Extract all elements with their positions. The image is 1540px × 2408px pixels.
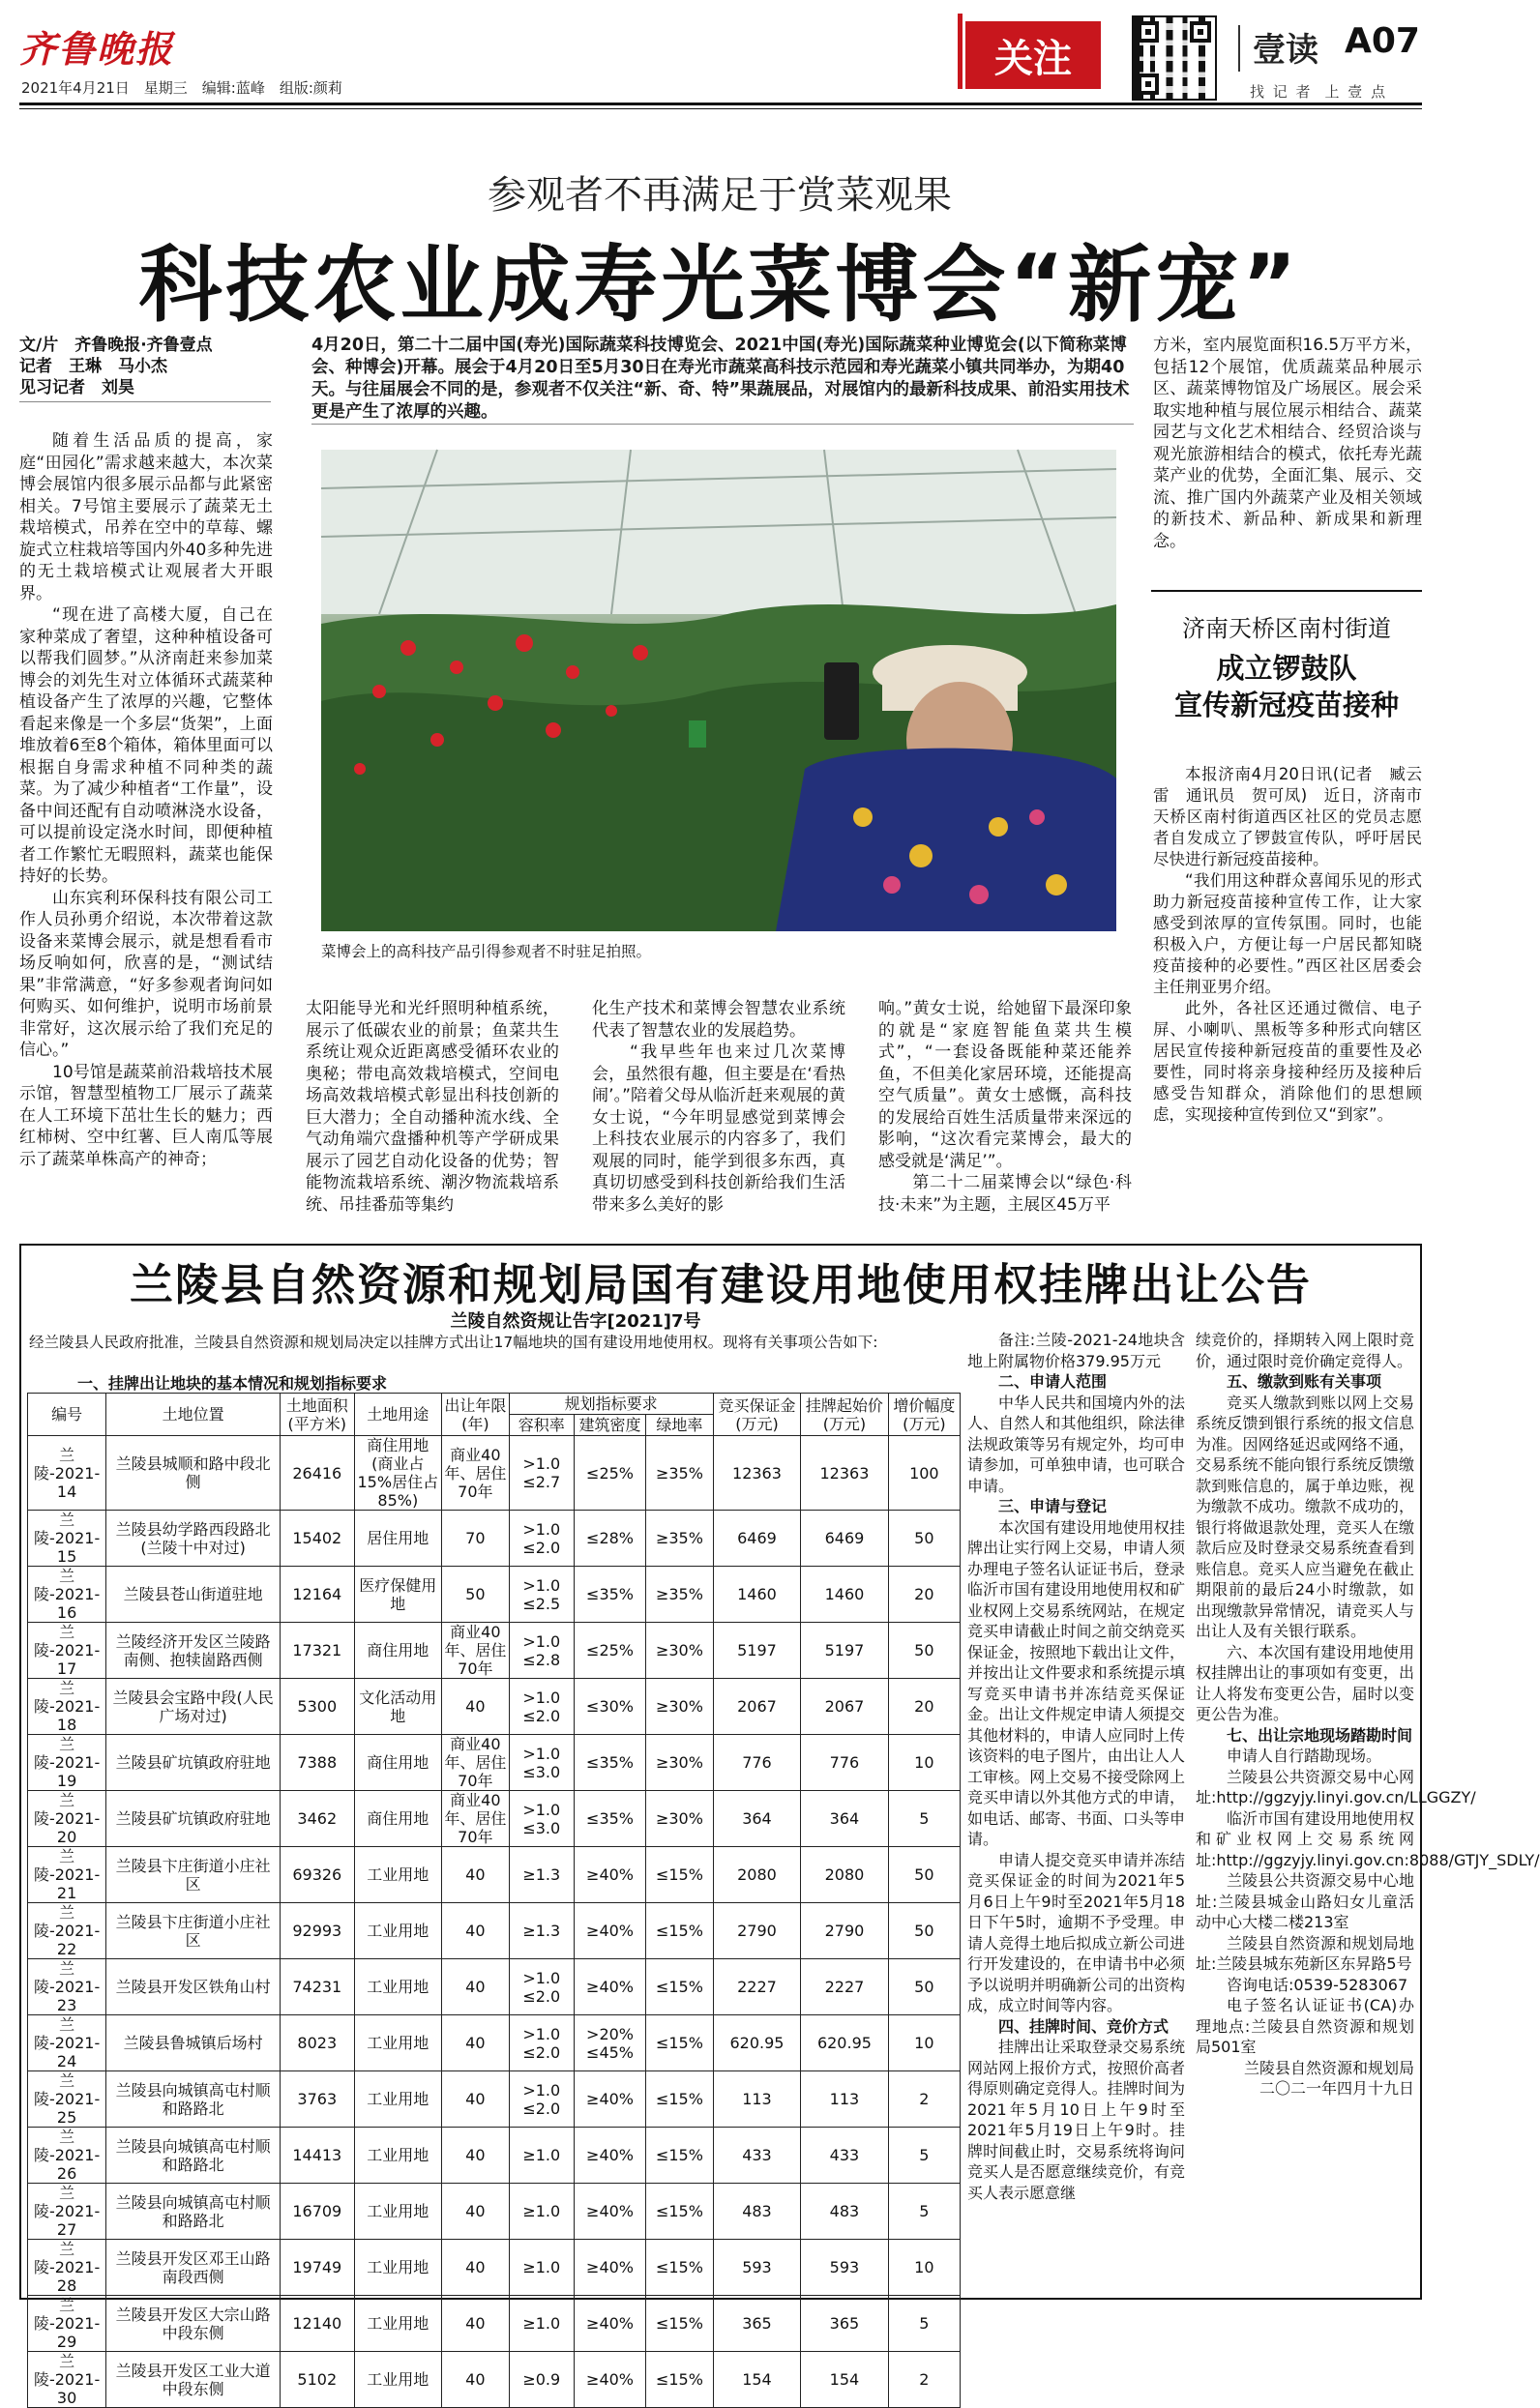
table-cell: ≥30% — [646, 1791, 714, 1847]
table-cell: 工业用地 — [354, 2071, 441, 2128]
land-table-body — [28, 1436, 961, 2408]
table-cell: ≤25% — [574, 1436, 645, 1511]
table-cell: ≤30% — [574, 1679, 645, 1735]
table-cell: 20 — [888, 1567, 960, 1623]
table-cell: 商住用地(商业占15%居住占85%) — [354, 1436, 441, 1511]
table-row — [28, 2128, 961, 2184]
paragraph: 本次国有建设用地使用权挂牌出让实行网上交易，申请人须办理电子签名认证证书后，登录临沂市国有建设用地使用权和矿业权网上交易系统网站，在规定竞买申请截止时间之前交纳竞买保证金，按照地下载出让文件，并按出让文件要求和系统提示填写竞买申请书并冻结竞买保证金。出让文件规定申请人须提交其他材料的，申请人应同时上传该资料的电子图片，由出让人人工审核。网上交易不接受除网上竞买申请以外其他方式的申请，如电话、邮寄、书面、口头等申请。 — [967, 1517, 1185, 1848]
paragraph: 电子签名认证证书(CA)办理地点:兰陵县自然资源和规划局501室 — [1196, 1996, 1414, 2056]
masthead-rule — [19, 103, 1422, 105]
article-column-4: 响。”黄女士说，给她留下最深印象的就是“家庭智能鱼菜共生模式”，“一套设备既能种菜还能养鱼，不但美化家居环境，还能提高空气质量”。黄女士感慨，高科技的发展给百姓生活质量带来深远的影响，“这次看完菜博会，最大的感受就是‘满足’”。 第二十二届菜博会以“绿色·科技·未来”为主题，主展区45万平 — [878, 999, 1132, 1215]
table-cell: 工业用地 — [354, 2240, 441, 2296]
table-cell: >1.0 ≤2.0 — [509, 1959, 574, 2015]
table-cell: 50 — [442, 1567, 510, 1623]
table-header: 出让年限(年) — [442, 1394, 510, 1436]
table-cell: 50 — [888, 1511, 960, 1567]
table-cell: 商住用地 — [354, 1623, 441, 1679]
table-cell: ≤25% — [574, 1623, 645, 1679]
table-cell: 5300 — [281, 1679, 355, 1735]
table-cell: 5 — [888, 2296, 960, 2352]
table-cell: 3462 — [281, 1791, 355, 1847]
table-cell: 113 — [801, 2071, 888, 2128]
table-cell: 593 — [801, 2240, 888, 2296]
table-cell: 40 — [442, 2352, 510, 2408]
section-accent-bar — [958, 14, 962, 89]
table-cell: 商住用地 — [354, 1791, 441, 1847]
table-cell: 商业40年、居住70年 — [442, 1735, 510, 1791]
table-cell: 2 — [888, 2071, 960, 2128]
paragraph: 申请人自行踏勘现场。 — [1227, 1747, 1382, 1765]
table-cell: 2790 — [801, 1903, 888, 1959]
byline-line: 记者 王琳 马小杰 — [19, 357, 167, 376]
table-cell: 483 — [801, 2184, 888, 2240]
table-row — [28, 2071, 961, 2128]
newspaper-logo: 齐鲁晚报 — [19, 27, 175, 71]
table-cell: 50 — [888, 1847, 960, 1903]
byline-line: 见习记者 刘昊 — [19, 378, 134, 397]
table-cell: 2080 — [713, 1847, 800, 1903]
paragraph: 挂牌出让采取登录交易系统网站网上报价方式，按照价高者得原则确定竞得人。挂牌时间为2021年5月10日上午9时至2021年5月19日上午9时。挂牌时间截止时，交易系统将询问竞买人是否愿意继续竞价，有竞买人表示愿意继 — [967, 2038, 1185, 2202]
table-cell: >1.0 ≤2.5 — [509, 1567, 574, 1623]
table-header: 增价幅度(万元) — [888, 1394, 960, 1436]
table-cell: 69326 — [281, 1847, 355, 1903]
table-row — [28, 2352, 961, 2408]
paragraph: 兰陵县公共资源交易中心网址:http://ggzyjy.linyi.gov.cn/LLGGZY/ — [1196, 1767, 1476, 1806]
paragraph: 临沂市国有建设用地使用权和矿业权网上交易系统网址:http://ggzyjy.linyi.gov.cn:8088/GTJY_SDLY/ — [1196, 1808, 1540, 1869]
article-headline: 科技农业成寿光菜博会“新宠” — [138, 237, 1301, 334]
contact-line: 找 记 者 上 壹 点 — [1250, 83, 1386, 101]
lead-rule — [311, 424, 1134, 425]
table-row — [28, 2184, 961, 2240]
table-cell: ≥35% — [646, 1436, 714, 1511]
table-cell: ≤15% — [646, 1847, 714, 1903]
table-cell: 兰陵-2021-15 — [28, 1511, 106, 1567]
sidebar-rule — [1151, 590, 1422, 592]
table-cell: 兰陵-2021-25 — [28, 2071, 106, 2128]
table-cell-location: 兰陵经济开发区兰陵路南侧、抱犊崮路西侧 — [106, 1623, 281, 1679]
table-cell: 兰陵-2021-14 — [28, 1436, 106, 1511]
table-cell: 26416 — [281, 1436, 355, 1511]
table-row — [28, 1903, 961, 1959]
table-cell: 2080 — [801, 1847, 888, 1903]
table-cell-location: 兰陵县开发区铁角山村 — [106, 1959, 281, 2015]
issue-meta: 2021年4月21日 星期三 编辑:蓝峰 组版:颜莉 — [21, 79, 342, 97]
table-cell: ≥30% — [646, 1623, 714, 1679]
table-cell: 40 — [442, 1847, 510, 1903]
paragraph: “现在进了高楼大厦，自己在家种菜成了奢望，这种种植设备可以帮我们圆梦。”从济南赶来参加菜博会的刘先生对立体循环式蔬菜种植设备产生了浓厚的兴趣，它整体看起来像是一个多层“货架”，上面堆放着6至8个箱体，箱体里面可以根据自身需求种植不同种类的蔬菜。为了减少种植者“工作量”，设备中间还配有自动喷淋浇水设备，可以提前设定浇水时间，即便种植者工作繁忙无暇照料，蔬菜也能保持好的长势。 — [19, 605, 273, 886]
paragraph: 续竞价的，择期转入网上限时竞价，通过限时竞价确定竞得人。 — [1196, 1331, 1414, 1370]
table-row — [28, 1791, 961, 1847]
photo-illustration — [321, 450, 1116, 931]
notice-signature: 兰陵县自然资源和规划局 — [1243, 2058, 1414, 2077]
table-cell: 2790 — [713, 1903, 800, 1959]
table-cell: 40 — [442, 2296, 510, 2352]
paragraph: 此外，各社区还通过微信、电子屏、小喇叭、黑板等多种形式向辖区居民宣传接种新冠疫苗的重要性及必要性，同时将亲身接种经历及接种后感受告知群众，消除他们的思想顾虑，实现接种宣传到位又“到家”。 — [1153, 999, 1422, 1124]
table-cell: ≤15% — [646, 1959, 714, 2015]
land-parcel-table — [27, 1393, 961, 2408]
table-cell: >1.0 ≤3.0 — [509, 1791, 574, 1847]
table-cell: 兰陵-2021-19 — [28, 1735, 106, 1791]
table-row — [28, 1567, 961, 1623]
table-cell: 17321 — [281, 1623, 355, 1679]
table-cell: 工业用地 — [354, 1903, 441, 1959]
table-cell: 113 — [713, 2071, 800, 2128]
table-cell: 620.95 — [713, 2015, 800, 2071]
table-cell-location: 兰陵县向城镇高屯村顺和路路北 — [106, 2071, 281, 2128]
table-cell: 50 — [888, 1623, 960, 1679]
sidebar-title-line: 宣传新冠疫苗接种 — [1173, 689, 1399, 721]
table-cell: 居住用地 — [354, 1511, 441, 1567]
table-cell: 12164 — [281, 1567, 355, 1623]
table-cell: 2067 — [801, 1679, 888, 1735]
article-column-1 — [19, 430, 273, 1170]
table-cell: ≥40% — [574, 2128, 645, 2184]
notice-column-2 — [1196, 1330, 1540, 2100]
table-cell: >1.0 ≤2.7 — [509, 1436, 574, 1511]
table-cell-location: 兰陵县矿坑镇政府驻地 — [106, 1791, 281, 1847]
notice-title: 兰陵县自然资源和规划局国有建设用地使用权挂牌出让公告 — [129, 1259, 1312, 1310]
byline-line: 文/片 齐鲁晚报·齐鲁壹点 — [19, 336, 213, 355]
table-cell: 6469 — [801, 1511, 888, 1567]
table-cell: 365 — [801, 2296, 888, 2352]
masthead-divider — [1238, 25, 1240, 72]
table-cell: ≥40% — [574, 2071, 645, 2128]
article-subhead: 参观者不再满足于赏菜观果 — [488, 173, 952, 218]
table-cell-location: 兰陵县矿坑镇政府驻地 — [106, 1735, 281, 1791]
table-cell-location: 兰陵县会宝路中段(人民广场对过) — [106, 1679, 281, 1735]
table-cell: 483 — [713, 2184, 800, 2240]
table-cell: ≥1.0 — [509, 2240, 574, 2296]
table-cell: 5197 — [801, 1623, 888, 1679]
table-cell: 工业用地 — [354, 1959, 441, 2015]
table-cell: 12363 — [801, 1436, 888, 1511]
table-cell-location: 兰陵县城顺和路中段北侧 — [106, 1436, 281, 1511]
table-cell: 776 — [713, 1735, 800, 1791]
table-cell: 兰陵-2021-18 — [28, 1679, 106, 1735]
table-cell: 100 — [888, 1436, 960, 1511]
table-cell: 工业用地 — [354, 2352, 441, 2408]
paragraph: 备注:兰陵-2021-24地块含地上附属物价格379.95万元 — [967, 1331, 1185, 1370]
table-header: 土地用途 — [354, 1394, 441, 1436]
table-cell: 12363 — [713, 1436, 800, 1511]
paragraph: 兰陵县公共资源交易中心地址:兰陵县城金山路妇女儿童活动中心大楼二楼213室 — [1196, 1871, 1414, 1931]
table-cell: 2227 — [713, 1959, 800, 2015]
table-cell: 文化活动用地 — [354, 1679, 441, 1735]
table-cell: 92993 — [281, 1903, 355, 1959]
table-cell: ≥1.3 — [509, 1903, 574, 1959]
table-cell: 兰陵-2021-29 — [28, 2296, 106, 2352]
table-cell: 620.95 — [801, 2015, 888, 2071]
table-cell: ≥40% — [574, 2240, 645, 2296]
table-cell: ≥40% — [574, 2296, 645, 2352]
table-cell: 365 — [713, 2296, 800, 2352]
article-lead-continuation: 方米，室内展览面积16.5万平方米，包括12个展馆，优质蔬菜品种展示区、蔬菜博物馆及广场展区。展会采取实地种植与展位展示相结合、蔬菜园艺与文化艺术相结合、经贸洽谈与观光旅游相结合的模式，依托寿光蔬菜产业的优势，全面汇集、展示、交流、推广国内外蔬菜产业及相关领域的新技术、新品种、新成果和新理念。 — [1153, 336, 1422, 551]
table-row — [28, 1847, 961, 1903]
table-cell: 50 — [888, 1903, 960, 1959]
table-cell: 433 — [801, 2128, 888, 2184]
table-cell: ≥35% — [646, 1567, 714, 1623]
byline — [19, 335, 213, 398]
paragraph: 六、本次国有建设用地使用权挂牌出让的事项如有变更，出让人将发布变更公告，届时以变更公告为准。 — [1196, 1642, 1414, 1723]
table-cell: 兰陵-2021-22 — [28, 1903, 106, 1959]
table-cell: 兰陵-2021-17 — [28, 1623, 106, 1679]
table-cell: 兰陵-2021-26 — [28, 2128, 106, 2184]
table-cell: 5 — [888, 2128, 960, 2184]
paragraph: 本报济南4月20日讯(记者 臧云雷 通讯员 贺可凤) 近日，济南市天桥区南村街道西区社区的党员志愿者自发成立了锣鼓宣传队，呼吁居民尽快进行新冠疫苗接种。 — [1153, 765, 1422, 868]
notice-subheading: 七、出让宗地现场踏勘时间 — [1227, 1725, 1413, 1745]
notice-intro: 经兰陵县人民政府批准，兰陵县自然资源和规划局决定以挂牌方式出让17幅地块的国有建设用地使用权。现将有关事项公告如下: — [29, 1334, 878, 1351]
table-cell-location: 兰陵县向城镇高屯村顺和路路北 — [106, 2128, 281, 2184]
byline-rule — [19, 401, 271, 402]
table-cell: ≥40% — [574, 2184, 645, 2240]
table-row — [28, 1959, 961, 2015]
paragraph: 随着生活品质的提高，家庭“田园化”需求越来越大，本次菜博会展馆内很多展示品都与此紧密相关。7号馆主要展示了蔬菜无土栽培模式，吊养在空中的草莓、螺旋式立柱栽培等国内外40多种先进的无土栽培模式让观展者大开眼界。 — [19, 431, 273, 603]
table-cell: 兰陵-2021-20 — [28, 1791, 106, 1847]
table-cell: 20 — [888, 1679, 960, 1735]
table-cell: 工业用地 — [354, 2015, 441, 2071]
table-cell: 14413 — [281, 2128, 355, 2184]
table-header: 规划指标要求 — [509, 1394, 713, 1415]
table-cell: 40 — [442, 2071, 510, 2128]
table-row — [28, 2015, 961, 2071]
paragraph: 兰陵县自然资源和规划局地址:兰陵县城东苑新区东昇路5号 — [1196, 1933, 1414, 1973]
table-cell: 工业用地 — [354, 2184, 441, 2240]
table-cell: ≥40% — [574, 1847, 645, 1903]
table-cell: ≥30% — [646, 1735, 714, 1791]
table-cell: ≥40% — [574, 1903, 645, 1959]
notice-subheading: 三、申请与登记 — [998, 1497, 1108, 1515]
table-cell: 兰陵-2021-24 — [28, 2015, 106, 2071]
table-cell: ≤28% — [574, 1511, 645, 1567]
table-cell: 工业用地 — [354, 1847, 441, 1903]
sidebar-kicker: 济南天桥区南村街道 — [1182, 615, 1391, 642]
table-cell: 兰陵-2021-27 — [28, 2184, 106, 2240]
table-header: 土地面积(平方米) — [281, 1394, 355, 1436]
table-cell: 2 — [888, 2352, 960, 2408]
table-cell: 5197 — [713, 1623, 800, 1679]
page-number: A07 — [1345, 21, 1420, 61]
masthead-rule-thin — [19, 108, 1422, 109]
article-column-2: 太阳能导光和光纤照明种植系统，展示了低碳农业的前景；鱼菜共生系统让观众近距离感受循环农业的奥秘；带电高效栽培模式，空间电场高效栽培模式彰显出科技创新的巨大潜力；全自动播种流水线、全气动角端穴盘播种机等产学研成果展示了园艺自动化设备的优势；智能物流栽培系统、潮汐物流栽培系统、吊挂番茄等集约 — [306, 999, 559, 1215]
table-cell: ≥30% — [646, 1679, 714, 1735]
table-cell: ≥1.0 — [509, 2128, 574, 2184]
table-cell: 工业用地 — [354, 2296, 441, 2352]
notice-section-heading: 一、挂牌出让地块的基本情况和规划指标要求 — [77, 1374, 388, 1393]
table-cell: >1.0 ≤2.0 — [509, 2071, 574, 2128]
table-cell: ≥0.9 — [509, 2352, 574, 2408]
table-cell-location: 兰陵县向城镇高屯村顺和路路北 — [106, 2184, 281, 2240]
table-cell: 3763 — [281, 2071, 355, 2128]
table-cell: ≥40% — [574, 2352, 645, 2408]
table-cell: 2067 — [713, 1679, 800, 1735]
paragraph: 竞买人缴款到账以网上交易系统反馈到银行系统的报文信息为准。因网络延迟或网络不通，交易系统不能向银行系统反馈缴款到账信息的，属于单边账，视为缴款不成功。缴款不成功的，银行将做退款处理，竞买人在缴款后应及时登录交易系统查看到账信息。竞买人应当避免在截止期限前的最后24小时缴款，如出现缴款异常情况，请竞买人与出让人及有关银行联系。 — [1196, 1393, 1414, 1640]
table-cell: ≤15% — [646, 2352, 714, 2408]
table-cell: ≥1.0 — [509, 2296, 574, 2352]
table-cell: ≤35% — [574, 1791, 645, 1847]
paragraph: 咨询电话:0539-5283067 — [1227, 1975, 1408, 1994]
table-subheader: 绿地率 — [646, 1415, 714, 1436]
table-row — [28, 1511, 961, 1567]
qr-code-icon[interactable] — [1132, 15, 1217, 101]
table-header: 编号 — [28, 1394, 106, 1436]
table-cell: ≤15% — [646, 2184, 714, 2240]
table-cell: >1.0 ≤3.0 — [509, 1735, 574, 1791]
photo-caption: 菜博会上的高科技产品引得参观者不时驻足拍照。 — [321, 943, 652, 960]
table-cell: 医疗保健用地 — [354, 1567, 441, 1623]
notice-signature: 二〇二一年四月十九日 — [1259, 2079, 1414, 2098]
table-cell: ≥40% — [574, 1959, 645, 2015]
table-cell: >1.0 ≤2.8 — [509, 1623, 574, 1679]
table-cell: 6469 — [713, 1511, 800, 1567]
table-cell: 10 — [888, 1735, 960, 1791]
table-row — [28, 2240, 961, 2296]
table-cell: >1.0 ≤2.0 — [509, 1679, 574, 1735]
table-cell: 40 — [442, 1903, 510, 1959]
table-cell: 1460 — [713, 1567, 800, 1623]
table-cell: 16709 — [281, 2184, 355, 2240]
table-cell: 商业40年、居住70年 — [442, 1623, 510, 1679]
article-column-3: 化生产技术和菜博会智慧农业系统代表了智慧农业的发展趋势。 “我早些年也来过几次菜博会，虽然很有趣，但主要是在‘看热闹’。”陪着父母从临沂赶来观展的黄女士说，“今年明显感觉到菜博会上科技农业展示的内容多了，我们观展的同时，能学到很多东西，真真切切感受到科技创新给我们生活带来多么美好的影 — [592, 999, 845, 1215]
table-cell-location: 兰陵县卞庄街道小庄社区 — [106, 1903, 281, 1959]
table-cell: 8023 — [281, 2015, 355, 2071]
table-row — [28, 2296, 961, 2352]
sidebar-title-line: 成立锣鼓队 — [1216, 652, 1357, 685]
table-cell: 兰陵-2021-28 — [28, 2240, 106, 2296]
table-cell: 40 — [442, 2184, 510, 2240]
table-cell: 40 — [442, 2015, 510, 2071]
table-cell: ≤15% — [646, 2296, 714, 2352]
table-cell: 10 — [888, 2240, 960, 2296]
paragraph: 申请人提交竞买申请并冻结竞买保证金的时间为2021年5月6日上午9时至2021年5月18日下午5时，逾期不予受理。申请人竞得土地后拟成立新公司进行开发建设的，在申请书中必须予以说明并明确新公司的出资构成，成立时间等内容。 — [967, 1850, 1185, 2014]
section-tag: 关注 — [965, 21, 1101, 89]
table-row — [28, 1735, 961, 1791]
table-header: 土地位置 — [106, 1394, 281, 1436]
table-cell: ≤15% — [646, 2240, 714, 2296]
table-cell: 40 — [442, 1679, 510, 1735]
paragraph: 10号馆是蔬菜前沿栽培技术展示馆，智慧型植物工厂展示了蔬菜在人工环境下茁壮生长的魅力；西红柿树、空中红薯、巨人南瓜等展示了蔬菜单株高产的神奇； — [19, 1062, 273, 1169]
table-cell: ≤35% — [574, 1735, 645, 1791]
table-cell: 776 — [801, 1735, 888, 1791]
table-cell: 364 — [801, 1791, 888, 1847]
table-cell: ≤15% — [646, 1903, 714, 1959]
table-cell-location: 兰陵县苍山街道驻地 — [106, 1567, 281, 1623]
table-subheader: 建筑密度 — [574, 1415, 645, 1436]
table-cell: 50 — [888, 1959, 960, 2015]
table-cell: 364 — [713, 1791, 800, 1847]
table-cell: ≤35% — [574, 1567, 645, 1623]
table-cell: 商住用地 — [354, 1735, 441, 1791]
table-cell: 10 — [888, 2015, 960, 2071]
notice-column-1 — [967, 1330, 1185, 2203]
notice-subheading: 二、申请人范围 — [998, 1372, 1108, 1391]
table-header: 挂牌起始价(万元) — [801, 1394, 888, 1436]
notice-doc-number: 兰陵自然资规让告字[2021]7号 — [450, 1311, 701, 1332]
table-cell: 2227 — [801, 1959, 888, 2015]
article-photo — [321, 450, 1116, 931]
table-cell: >1.0 ≤2.0 — [509, 2015, 574, 2071]
table-cell: 5 — [888, 2184, 960, 2240]
notice-subheading: 五、缴款到账有关事项 — [1227, 1372, 1382, 1391]
table-cell: >20% ≤45% — [574, 2015, 645, 2071]
table-cell: 19749 — [281, 2240, 355, 2296]
table-cell: 12140 — [281, 2296, 355, 2352]
paragraph: 山东宾利环保科技有限公司工作人员孙勇介绍说，本次带着这款设备来菜博会展示，就是想看看市场反响如何，欣喜的是，“测试结果”非常满意，“好多参观者询问如何购买、如何维护，说明市场前景非常好，这次展示给了我们充足的信心。” — [19, 888, 273, 1060]
sidebar-title — [1151, 650, 1422, 723]
table-cell: ≥1.3 — [509, 1847, 574, 1903]
table-cell-location: 兰陵县开发区工业大道中段东侧 — [106, 2352, 281, 2408]
table-cell: ≤15% — [646, 2128, 714, 2184]
table-row — [28, 1679, 961, 1735]
table-cell: 70 — [442, 1511, 510, 1567]
table-cell-location: 兰陵县鲁城镇后场村 — [106, 2015, 281, 2071]
table-cell: 40 — [442, 1959, 510, 2015]
table-cell: 工业用地 — [354, 2128, 441, 2184]
table-cell: 433 — [713, 2128, 800, 2184]
sidebar-body — [1153, 764, 1422, 1126]
table-cell: 5 — [888, 1791, 960, 1847]
section-name: 壹读 — [1253, 31, 1318, 70]
table-cell: ≤15% — [646, 2071, 714, 2128]
table-cell: 兰陵-2021-23 — [28, 1959, 106, 2015]
table-cell: 74231 — [281, 1959, 355, 2015]
table-cell: 40 — [442, 2128, 510, 2184]
table-cell-location: 兰陵县卞庄街道小庄社区 — [106, 1847, 281, 1903]
table-cell: 兰陵-2021-16 — [28, 1567, 106, 1623]
table-cell: 兰陵-2021-30 — [28, 2352, 106, 2408]
table-header: 竞买保证金(万元) — [713, 1394, 800, 1436]
table-cell: >1.0 ≤2.0 — [509, 1511, 574, 1567]
table-row — [28, 1436, 961, 1511]
table-cell: 593 — [713, 2240, 800, 2296]
table-cell-location: 兰陵县幼学路西段路北(兰陵十中对过) — [106, 1511, 281, 1567]
table-cell: 40 — [442, 2240, 510, 2296]
article-lead: 4月20日，第二十二届中国(寿光)国际蔬菜科技博览会、2021中国(寿光)国际蔬菜种业博览会(以下简称菜博会、种博会)开幕。展会于4月20日至5月30日在寿光市蔬菜高科技示范园和寿光蔬菜小镇共同举办，为期40天。与往届展会不同的是，参观者不仅关注“新、奇、特”果蔬展品，对展馆内的最新科技成果、前沿实用技术更是产生了浓厚的兴趣。 — [311, 336, 1130, 422]
table-cell-location: 兰陵县开发区大宗山路中段东侧 — [106, 2296, 281, 2352]
table-cell: 15402 — [281, 1511, 355, 1567]
table-cell: 154 — [713, 2352, 800, 2408]
table-cell: 154 — [801, 2352, 888, 2408]
table-cell: 1460 — [801, 1567, 888, 1623]
paragraph: 中华人民共和国境内外的法人、自然人和其他组织，除法律法规政策等另有规定外，均可申请参加，可单独申请，也可联合申请。 — [967, 1393, 1185, 1495]
table-cell: ≥35% — [646, 1511, 714, 1567]
table-cell: ≤15% — [646, 2015, 714, 2071]
table-cell: 商业40年、居住70年 — [442, 1436, 510, 1511]
table-cell: 商业40年、居住70年 — [442, 1791, 510, 1847]
table-cell: 兰陵-2021-21 — [28, 1847, 106, 1903]
paragraph: “我们用这种群众喜闻乐见的形式助力新冠疫苗接种宣传工作，让大家感受到浓厚的宣传氛围。同时，也能积极入户，方便让每一户居民都知晓疫苗接种的必要性。”西区社区居委会主任荆亚男介绍。 — [1153, 871, 1422, 996]
table-row — [28, 1623, 961, 1679]
table-subheader: 容积率 — [509, 1415, 574, 1436]
table-cell: 5102 — [281, 2352, 355, 2408]
table-cell: 7388 — [281, 1735, 355, 1791]
table-cell-location: 兰陵县开发区邓王山路南段西侧 — [106, 2240, 281, 2296]
notice-subheading: 四、挂牌时间、竞价方式 — [998, 2016, 1170, 2036]
table-cell: ≥1.0 — [509, 2184, 574, 2240]
